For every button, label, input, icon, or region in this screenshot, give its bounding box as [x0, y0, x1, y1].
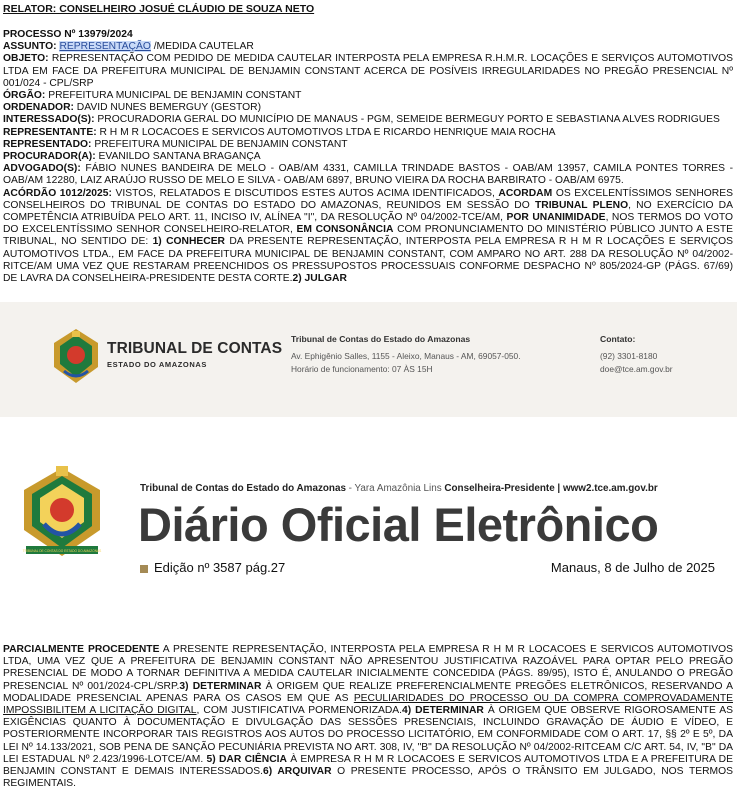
publication-date: Manaus, 8 de Julho de 2025 [550, 560, 715, 575]
representante-value: R H M R LOCACOES E SERVICOS AUTOMOTIVOS LTDA E RICARDO HENRIQUE MAIA ROCHA [96, 126, 556, 138]
acordao-text-3: , NO EXERCÍCIO DA COMPETÊNCIA ATRIBUÍDA PELO ART. 11, INCISO IV, ALÍNEA "I", DA RESOLUÇÃO Nº 04/2002-TCE/AM, [3, 199, 733, 224]
header-president: - Yara Amazônia Lins [345, 483, 445, 494]
footer-org-title: Tribunal de Contas do Estado do Amazonas [291, 334, 471, 344]
assunto-label: ASSUNTO: [3, 41, 57, 53]
tce-seal-icon [50, 327, 102, 385]
acordao-bold-5: 1) CONHECER [152, 236, 225, 248]
acordao-text-2: OS EXCELENTÍSSIMOS SENHORES CONSELHEIROS DO TRIBUNAL DE CONTAS DO ESTADO DO AMAZONAS, REUNIDOS EM SESSÃO DO [3, 187, 733, 211]
body-text-5: O PRESENTE PROCESSO, APÓS O TRÂNSITO EM JULGADO, NOS TERMOS REGIMENTAIS. [3, 766, 733, 788]
footer-contact-title: Contato: [600, 334, 636, 344]
assunto-line [3, 41, 733, 53]
body-paragraph [3, 644, 733, 788]
advogados-label: ADVOGADO(S): [3, 163, 81, 175]
orgao-line [3, 90, 733, 102]
processo-number: PROCESSO Nº 13979/2024 [3, 29, 133, 40]
body-bold-3: 4) DETERMINAR [402, 705, 484, 717]
procurador-line [3, 151, 733, 163]
body-text-1: A PRESENTE REPRESENTAÇÃO, INTERPOSTA PELA EMPRESA R H M R LOCACOES E SERVICOS AUTOMOTIVOS LTDA, UMA VEZ QUE A PREFEITURA DE BENJAMIN CONSTANT NÃO APRESENTOU JUSTIFICATIVA RAZOÁVEL PARA OPTAR PELO PREGÃO PRESENCIAL DE MODO A TORNAR DEFINITIVA A MEDIDA CAUTELAR INICIALMENTE CONCEDIDA (PÁGS. 89/95), ISTO É, ANULANDO O PREGÃO PRESENCIAL Nº 001/2024-CPL/SRP. [3, 644, 733, 692]
acordao-bold-6: 2) JULGAR [292, 273, 347, 285]
body-underlined: PECULIARIDADES DO PROCESSO OU DA COMPRA COMPROVADAMENTE IMPOSSIBILITEM A LICITAÇÃO DIGITAL [3, 692, 733, 717]
acordao-text-1: VISTOS, RELATADOS E DISCUTIDOS ESTES AUTOS ACIMA IDENTIFICADOS, [111, 187, 499, 199]
ordenador-label: ORDENADOR: [3, 102, 74, 114]
body-bold-1: PARCIALMENTE PROCEDENTE [3, 644, 160, 655]
procurador-value: EVANILDO SANTANA BRAGANÇA [95, 151, 261, 163]
tce-emblem-icon [16, 464, 108, 564]
acordao-bold-3: POR UNANIMIDADE [506, 212, 606, 224]
interessados-line [3, 114, 733, 126]
processo-line [3, 29, 733, 41]
objeto-label: OBJETO: [3, 53, 49, 65]
relator-heading: RELATOR: CONSELHEIRO JOSUÉ CLÁUDIO DE SOUZA NETO [3, 3, 315, 15]
header-president-role: Conselheira-Presidente [444, 483, 555, 494]
orgao-label: ÓRGÃO: [3, 90, 46, 102]
representado-line [3, 139, 733, 151]
edition-bullet-icon [140, 565, 148, 573]
header-org: Tribunal de Contas do Estado do Amazonas [140, 483, 346, 494]
body-bold-4: 5) DAR CIÊNCIA [206, 753, 287, 765]
footer-address-block [291, 333, 521, 377]
acordao-paragraph [3, 188, 733, 286]
representado-value: PREFEITURA MUNICIPAL DE BENJAMIN CONSTANT [91, 138, 348, 150]
objeto-value: REPRESENTAÇÃO COM PEDIDO DE MEDIDA CAUTELAR INTERPOSTA PELA EMPRESA R.H.M.R. LOCAÇÕES E SERVIÇOS AUTOMOTIVOS LTDA EM FACE DA PREFEITURA MUNICIPAL DE BENJAMIN CONSTANT ACERCA DE POSÍVEIS IRREGULARIDADES NO PREGÃO PRESENCIAL Nº 001/024 - CPL/SRP [3, 53, 733, 89]
body-text-2b: , COM JUSTIFICATIVA PORMENORIZADA. [196, 705, 403, 717]
footer-email[interactable]: doe@tce.am.gov.br [600, 364, 673, 374]
logo-ribbon-text: TRIBUNAL DE CONTAS DO ESTADO DO AMAZONAS [22, 549, 102, 553]
body-text-2: À ORIGEM QUE REALIZE PREFERENCIALMENTE PREGÕES ELETRÔNICOS, RESERVANDO A MODALIDADE PRESENCIAL APENAS PARA OS CASOS EM QUE AS [3, 680, 733, 704]
header-org-line [140, 483, 658, 494]
body-text-3: À ORIGEM QUE OBSERVE RIGOROSAMENTE AS EXIGÊNCIAS QUANTO À DOCUMENTAÇÃO E DIVULGAÇÃO DAS SESSÕES PRESENCIAIS, INCLUINDO GRAVAÇÃO DE ÁUDIO E VÍDEO, E POSTERIORMENTE INCORPORAR TAIS REGISTROS AOS AUTOS DO PROCESSO LICITATÓRIO, EM CONFORMIDADE COM O ART. 17, §§ 2º E 5º, DA LEI Nº 14.133/2021, SOB PENA DE SANÇÃO PECUNIÁRIA PREVISTA NO ART. 308, IV, "B" DA RESOLUÇÃO Nº 04/2002-RITCEAM C/C ART. 54, IV, "B" DA LEI ESTADUAL Nº 2.423/1996-LOTCE/AM. [3, 705, 733, 765]
objeto-line [3, 53, 733, 90]
acordao-bold-1: ACORDAM [498, 187, 553, 199]
interessados-label: INTERESSADO(S): [3, 114, 95, 126]
representado-label: REPRESENTADO: [3, 138, 92, 150]
edition-label: Edição nº 3587 pág.27 [154, 560, 286, 575]
orgao-value: PREFEITURA MUNICIPAL DE BENJAMIN CONSTANT [45, 90, 302, 102]
procurador-label: PROCURADOR(A): [3, 151, 96, 163]
acordao-text-5: COM PRONUNCIAMENTO DO MINISTÉRIO PÚBLICO JUNTO A ESTE TRIBUNAL, NO SENTIDO DE: [3, 224, 734, 248]
body-bold-5: 6) ARQUIVAR [262, 766, 332, 778]
footer-hours: Horário de funcionamento: 07 ÀS 15H [291, 364, 433, 374]
acordao-text-6: DA PRESENTE REPRESENTAÇÃO, INTERPOSTA PELA EMPRESA R H M R LOCAÇÕES E SERVIÇOS AUTOMOTIVOS LTDA., EM FACE DA PREFEITURA MUNICIPAL DE BENJAMIN CONSTANT, COM AMPARO NO ART. 288 DA RESOLUÇÃO Nº 04/2002-RITCE/AM UMA VEZ QUE RESTARAM PREENCHIDOS OS PRESSUPOSTOS PROCESSUAIS CONFORME DESPACHO Nº 805/2024-GP (PÁGS. 67/69) DE LAVRA DA CONSELHEIRA-PRESIDENTE DESTA CORTE. [3, 236, 733, 285]
ordenador-value: DAVID NUNES BEMERGUY (GESTOR) [73, 102, 262, 114]
representante-label: REPRESENTANTE: [3, 126, 97, 138]
footer-brand-name: TRIBUNAL DE CONTAS [107, 340, 283, 357]
advogados-value: FÁBIO NUNES BANDEIRA DE MELO - OAB/AM 4331, CAMILLA TRINDADE BASTOS - OAB/AM 13957, CAMILA PONTES TORRES - OAB/AM 12280, LAIZ ARAÚJO RUSSO DE MELO E SILVA - OAB/AM 6897, BRUNO VIEIRA DA ROCHA BARBIRATO - OAB/AM 6975. [3, 163, 733, 187]
acordao-bold-4: EM CONSONÂNCIA [296, 224, 394, 236]
advogados-line [3, 163, 733, 187]
page-title: Diário Oficial Eletrônico [138, 498, 659, 551]
footer-address: Av. Ephigênio Salles, 1155 - Aleixo, Manaus - AM, 69057-050. [291, 350, 521, 361]
body-bold-2: 3) DETERMINAR [179, 680, 262, 692]
footer-contact-block [600, 333, 673, 377]
interessados-value: PROCURADORIA GERAL DO MUNICÍPIO DE MANAUS - PGM, SEMEIDE BERMEGUY PORTO E SEBASTIANA ALVES RODRIGUES [94, 114, 720, 126]
acordao-text-4: , NOS TERMOS DO VOTO DO EXCELENTÍSSIMO SENHOR CONSELHEIRO-RELATOR, [3, 212, 733, 236]
ordenador-line [3, 102, 733, 114]
assunto-highlight[interactable]: REPRESENTAÇÃO [59, 41, 151, 53]
acordao-bold-2: TRIBUNAL PLENO [534, 199, 629, 211]
representante-line [3, 127, 733, 139]
case-block [3, 29, 733, 285]
acordao-label: ACÓRDÃO 1012/2025: [3, 187, 112, 199]
footer-phone: (92) 3301-8180 [600, 350, 658, 361]
footer-brand-subtitle: ESTADO DO AMAZONAS [107, 360, 207, 369]
header-site[interactable]: | www2.tce.am.gov.br [554, 483, 658, 494]
assunto-value: /MEDIDA CAUTELAR [150, 41, 254, 53]
body-text-4: À EMPRESA R H M R LOCACOES E SERVICOS AUTOMOTIVOS LTDA E A PREFEITURA DE BENJAMIN CONSTANT E DEMAIS INTERESSADOS. [3, 753, 733, 778]
